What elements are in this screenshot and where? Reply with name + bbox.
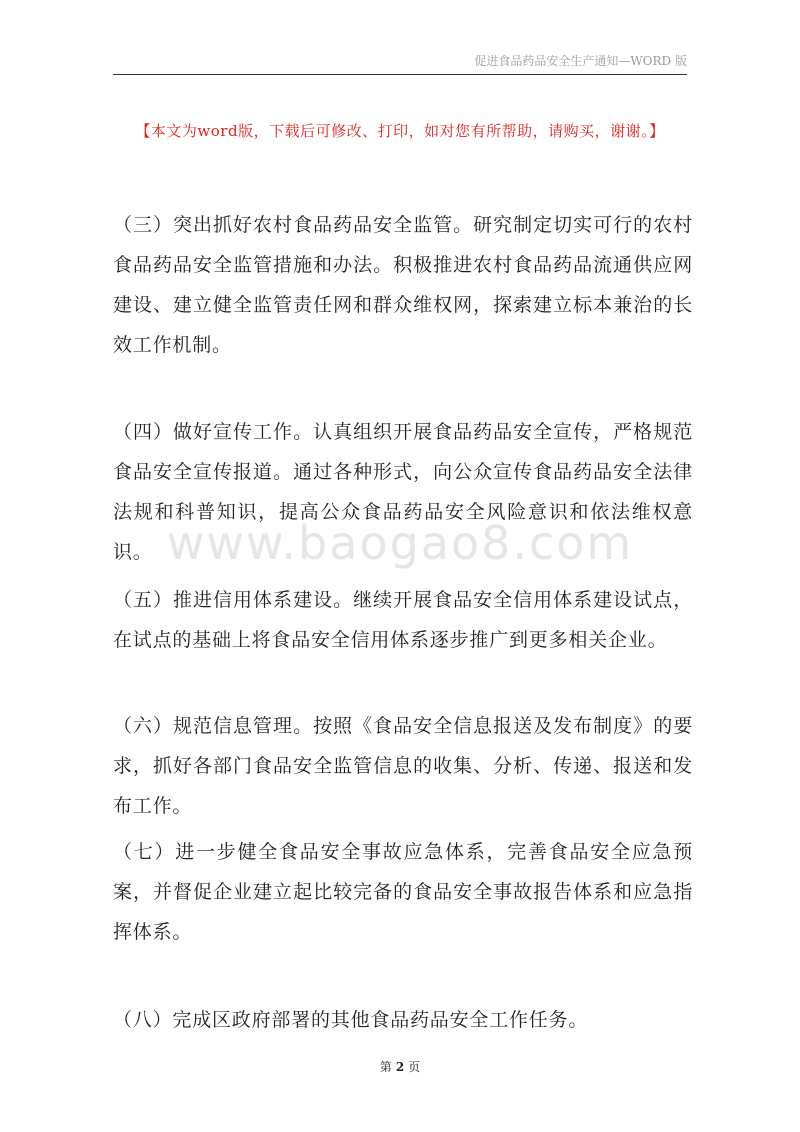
header-divider [113, 74, 687, 75]
paragraph-7: （七）进一步健全食品安全事故应急体系，完善食品安全应急预案，并督促企业建立起比较完备的食品安全事故报告体系和应急指挥体系。 [113, 841, 693, 943]
footer-prefix: 第 [379, 1060, 392, 1074]
page-number: 2 [395, 1060, 405, 1074]
page-footer [0, 1058, 800, 1075]
paragraph-5: （五）推进信用体系建设。继续开展食品安全信用体系建设试点，在试点的基础上将食品安全信用体系逐步推广到更多相关企业。 [113, 589, 693, 651]
download-notice: 【本文为word版，下载后可修改、打印，如对您有所帮助，请购买，谢谢。】 [135, 122, 665, 140]
paragraph-3: （三）突出抓好农村食品药品安全监管。研究制定切实可行的农村食品药品安全监管措施和办法。积极推进农村食品药品流通供应网建设、建立健全监管责任网和群众维权网，探索建立标本兼治的长效工作机制。 [113, 214, 693, 356]
paragraph-4: （四）做好宣传工作。认真组织开展食品药品安全宣传，严格规范食品安全宣传报道。通过各种形式，向公众宣传食品药品安全法律法规和科普知识，提高公众食品药品安全风险意识和依法维权意识。 [113, 421, 693, 563]
page-header-title: 促进食品药品安全生产通知—WORD 版 [474, 54, 687, 68]
paragraph-8: （八）完成区政府部署的其他食品药品安全工作任务。 [113, 1009, 589, 1031]
watermark-text: www.baogao8.com [166, 516, 634, 570]
paragraph-6: （六）规范信息管理。按照《食品安全信息报送及发布制度》的要求，抓好各部门食品安全监管信息的收集、分析、传递、报送和发布工作。 [113, 715, 693, 817]
footer-suffix: 页 [408, 1060, 421, 1074]
